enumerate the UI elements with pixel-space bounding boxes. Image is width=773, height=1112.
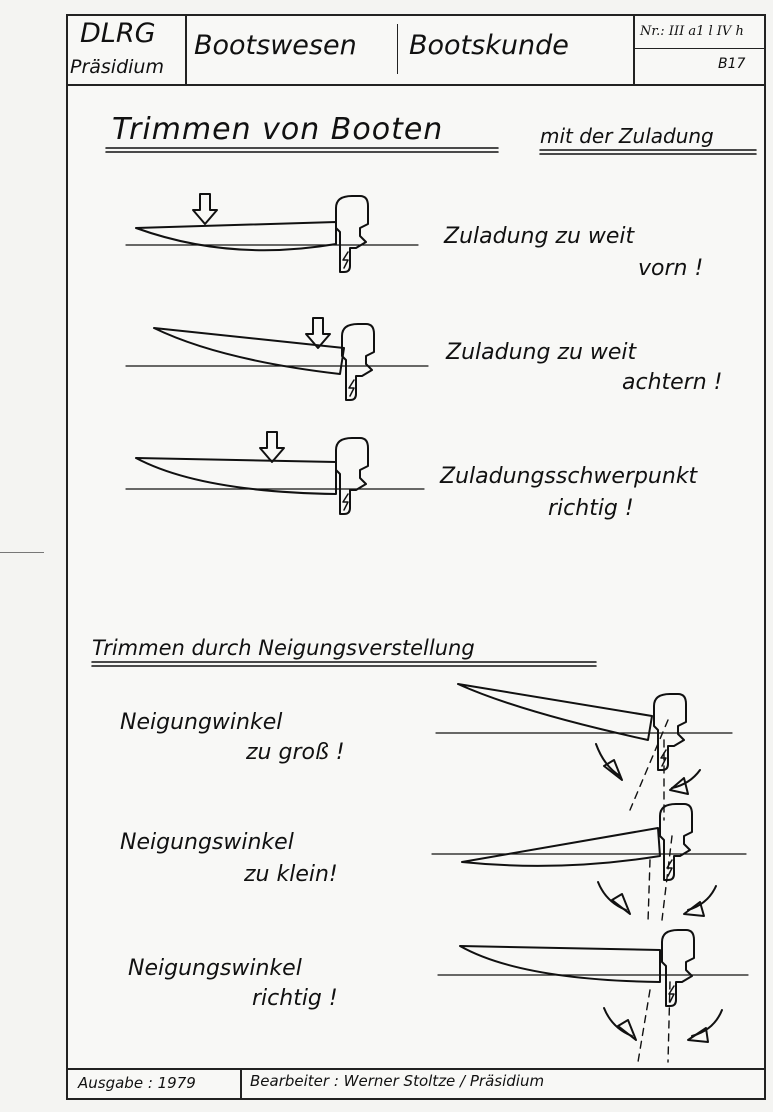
case-correct-load-line2: richtig ! xyxy=(548,496,634,521)
case-correct-load-line1: Zuladungsschwerpunkt xyxy=(440,464,698,489)
org-subtitle: Präsidium xyxy=(70,56,164,78)
page-code: B17 xyxy=(718,56,746,72)
boat-stern-heavy xyxy=(126,318,428,400)
boat-tilt-too-small xyxy=(432,804,746,922)
document-number: Nr.: III a1 l IV h xyxy=(640,24,744,39)
boat-tilt-too-large xyxy=(436,684,732,820)
boat-tilt-correct xyxy=(438,930,748,1062)
section1-title-underline xyxy=(106,148,756,154)
section2-title-underline xyxy=(92,662,596,666)
author: Bearbeiter : Werner Stoltze / Präsidium xyxy=(250,1072,545,1090)
case-stern-heavy-line1: Zuladung zu weit xyxy=(446,340,637,365)
boat-correct-load xyxy=(126,432,424,514)
case-bow-heavy-line1: Zuladung zu weit xyxy=(444,224,635,249)
tilt-too-large-line1: Neigungwinkel xyxy=(120,710,283,735)
edition: Ausgabe : 1979 xyxy=(78,1074,196,1092)
section1-title: Trimmen von Booten xyxy=(112,112,444,147)
tilt-too-large-line2: zu groß ! xyxy=(246,740,345,765)
section1-subtitle: mit der Zuladung xyxy=(540,124,714,148)
case-stern-heavy-line2: achtern ! xyxy=(622,370,723,395)
tilt-too-small-line2: zu klein! xyxy=(244,862,338,887)
tilt-too-small-line1: Neigungswinkel xyxy=(120,830,294,855)
tilt-correct-line1: Neigungswinkel xyxy=(128,956,302,981)
section2-title: Trimmen durch Neigungsverstellung xyxy=(92,636,475,660)
tilt-correct-line2: richtig ! xyxy=(252,986,338,1011)
category-title: Bootswesen xyxy=(194,30,357,61)
boat-bow-heavy xyxy=(126,194,418,272)
subject-title: Bootskunde xyxy=(409,30,569,61)
case-bow-heavy-line2: vorn ! xyxy=(638,256,704,281)
org-name: DLRG xyxy=(80,18,156,49)
